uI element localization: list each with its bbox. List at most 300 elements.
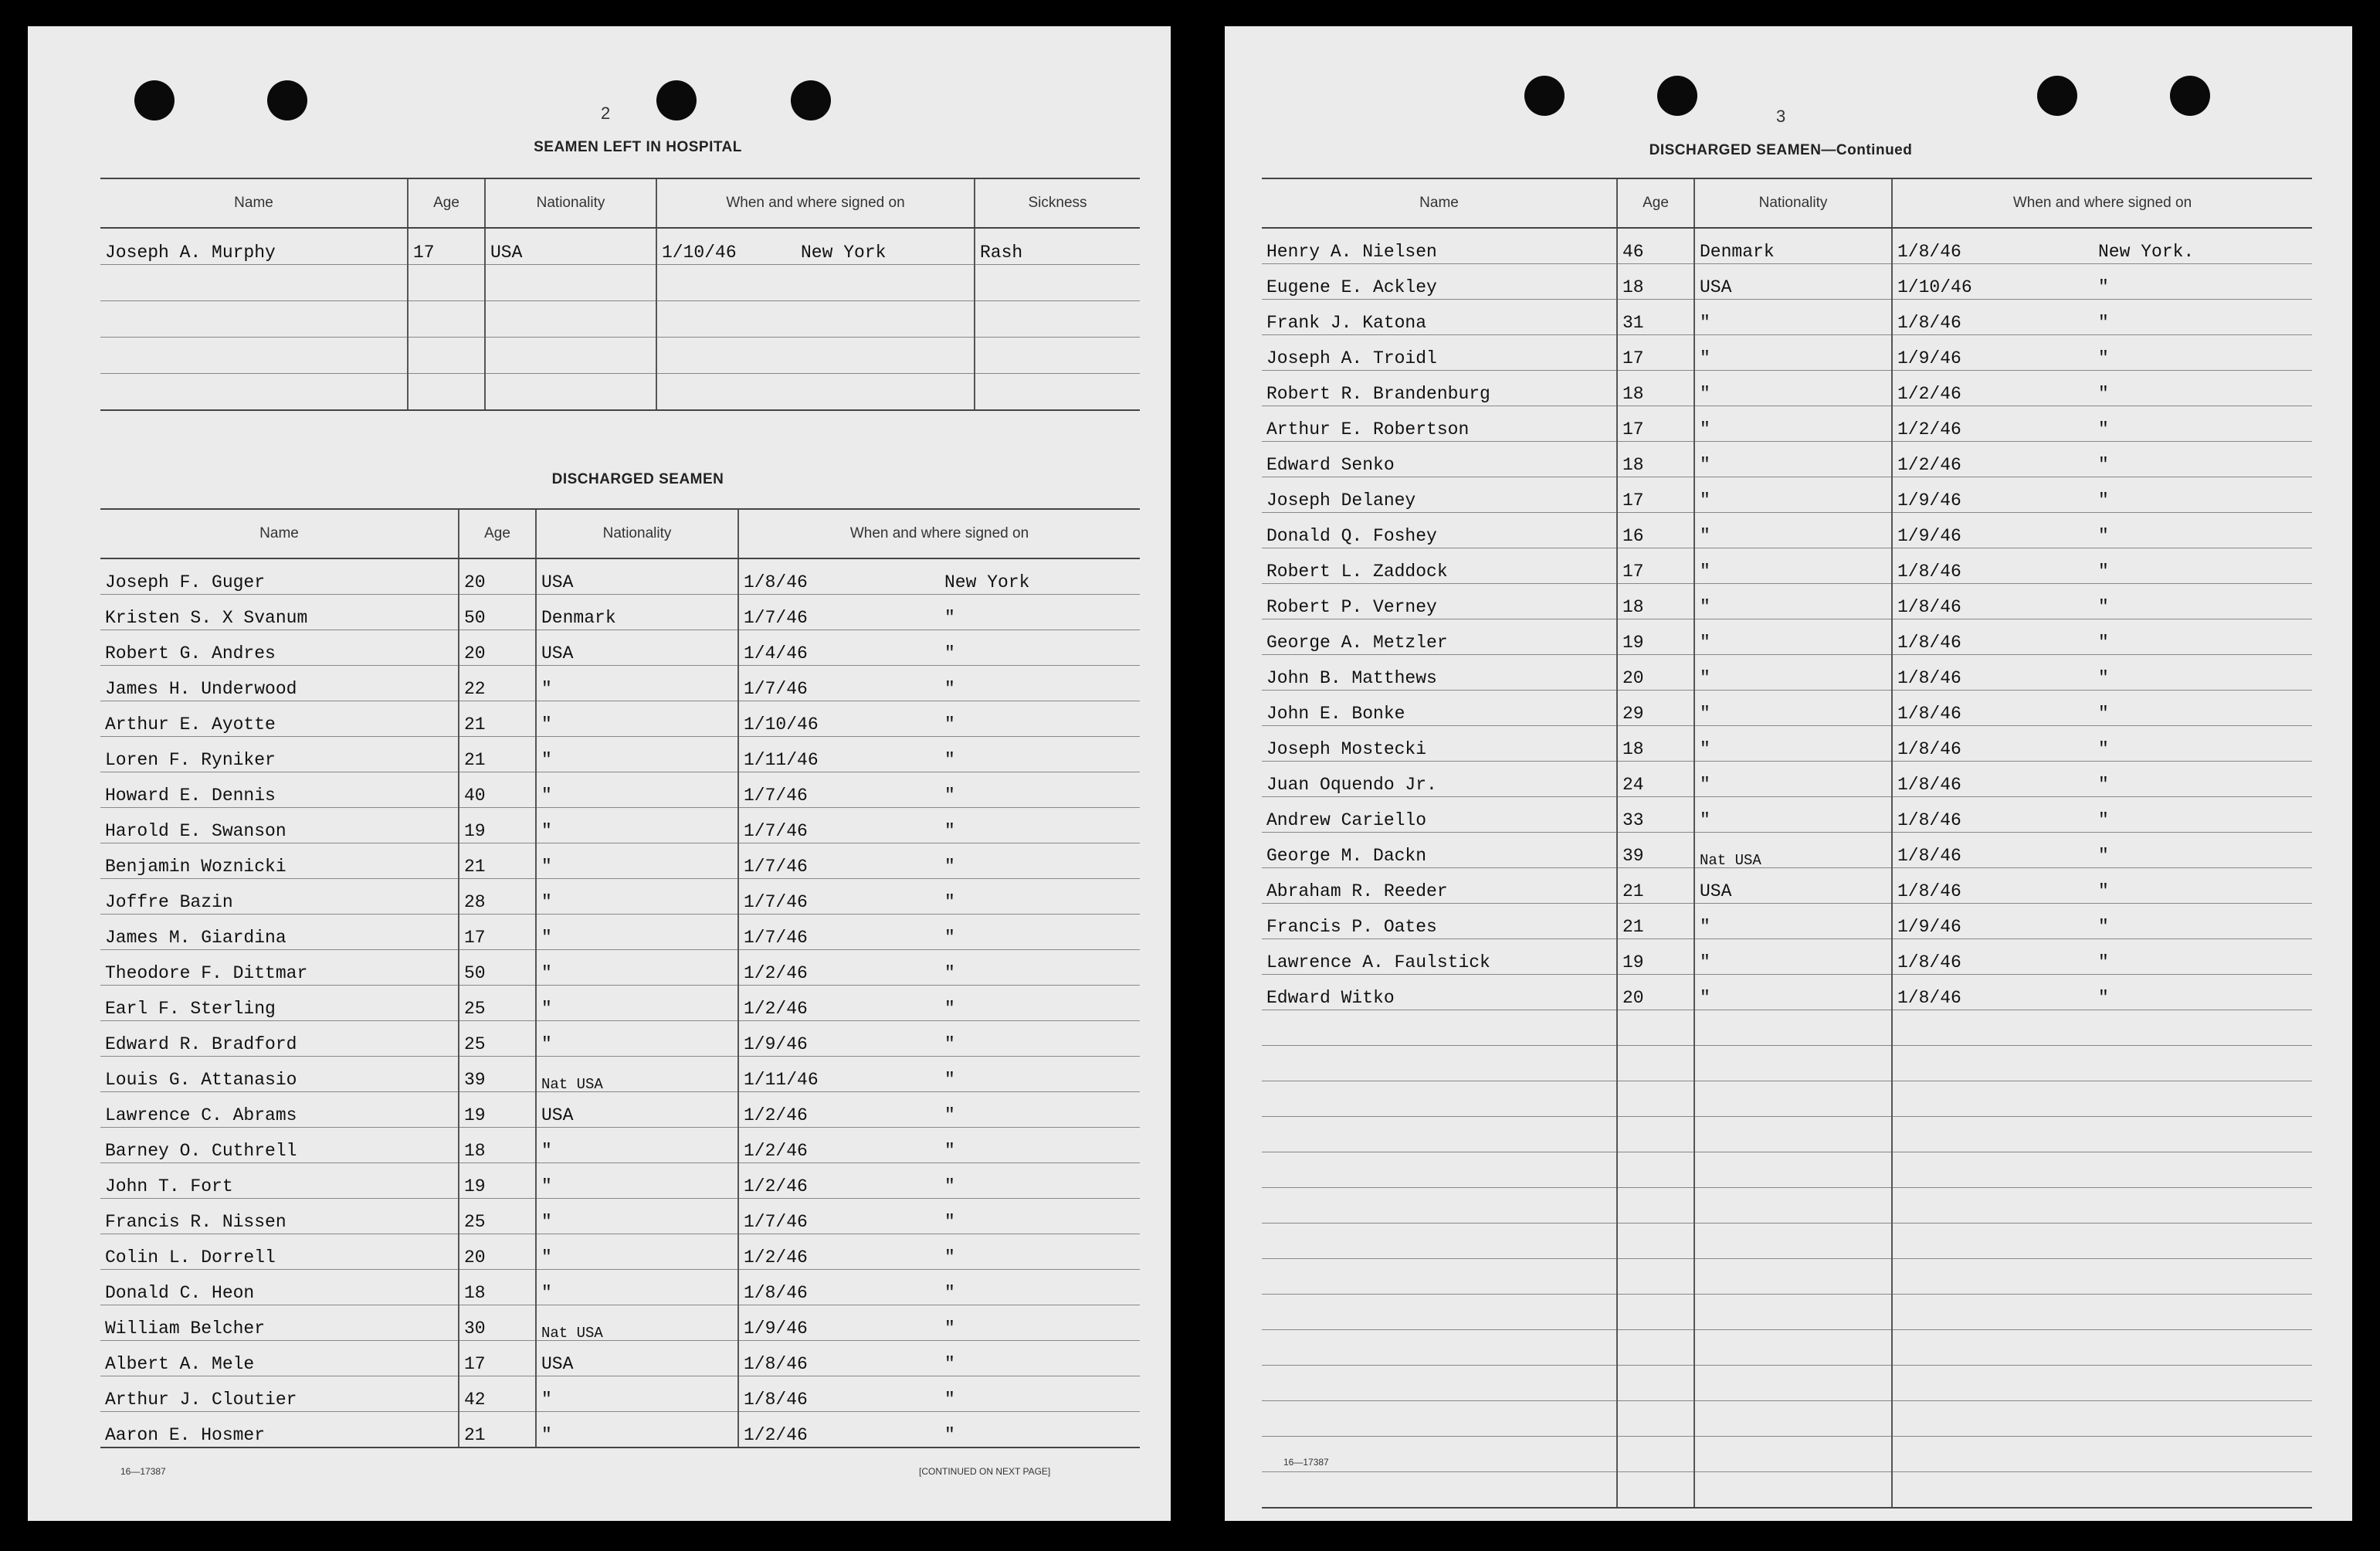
cell-age: 21: [459, 843, 536, 879]
cell-signed: [1892, 726, 2312, 762]
cell-signed: [1892, 1223, 2312, 1259]
cell-signed: [1892, 904, 2312, 939]
cell-signed: [1892, 1117, 2312, 1152]
table-row: [100, 228, 1140, 265]
cell-signed: [1892, 1188, 2312, 1223]
table-row: [1262, 371, 2312, 406]
cell-nationality: ": [536, 1021, 738, 1057]
cell-signed: [738, 1057, 1140, 1092]
table-row: [1262, 300, 2312, 335]
cell-nationality: [1694, 1295, 1892, 1330]
cell-name: [1262, 1401, 1617, 1437]
cell-age: 18: [1617, 442, 1694, 477]
cell-place: ": [2098, 562, 2109, 582]
table-row: [1262, 513, 2312, 548]
cell-age: [1617, 1117, 1694, 1152]
cell-age: 19: [1617, 619, 1694, 655]
cell-age: 18: [459, 1270, 536, 1305]
cell-date: 1/2/46: [744, 963, 808, 983]
cell-nationality: ": [1694, 726, 1892, 762]
table-row: [1262, 904, 2312, 939]
table-row-empty: [100, 301, 1140, 338]
cell-nationality: ": [1694, 442, 1892, 477]
hospital-table: [100, 178, 1140, 411]
cell-name: Colin L. Dorrell: [100, 1234, 459, 1270]
cell-name: [1262, 1188, 1617, 1223]
cell-signed: [738, 1234, 1140, 1270]
cell-date: 1/8/46: [1897, 704, 1961, 724]
table-row-empty: [1262, 1081, 2312, 1117]
cell-date: 1/8/46: [1897, 313, 1961, 333]
cell-date: 1/10/46: [744, 714, 819, 735]
cell-age: 19: [459, 1092, 536, 1128]
cell-nationality: [1694, 1437, 1892, 1472]
cell-date: 1/8/46: [1897, 881, 1961, 901]
cell-nationality: Nat USA: [1694, 833, 1892, 868]
cell-nationality: ": [536, 1234, 738, 1270]
cell-date: 1/4/46: [744, 643, 808, 664]
cell-nationality: ": [536, 879, 738, 915]
cell-age: 21: [459, 701, 536, 737]
cell-place: ": [2098, 952, 2109, 972]
cell-name: Francis R. Nissen: [100, 1199, 459, 1234]
cell-age: [1617, 1295, 1694, 1330]
cell-place: ": [944, 857, 955, 877]
table-row: [1262, 797, 2312, 833]
punch-hole: [791, 80, 831, 120]
cell-name: [1262, 1117, 1617, 1152]
cell-name: Earl F. Sterling: [100, 986, 459, 1021]
cell-place: ": [944, 1034, 955, 1054]
cell-place: ": [944, 821, 955, 841]
cell-signed: [738, 1341, 1140, 1376]
cell-name: Kristen S. X Svanum: [100, 595, 459, 630]
cell-signed: [1892, 548, 2312, 584]
cell-date: 1/2/46: [744, 1105, 808, 1125]
cell-signed: [738, 1163, 1140, 1199]
cell-age: 30: [459, 1305, 536, 1341]
cell-age: 28: [459, 879, 536, 915]
table-row: [100, 630, 1140, 666]
cell-signed: [1892, 335, 2312, 371]
cell-signed: [1892, 584, 2312, 619]
table-row-empty: [100, 338, 1140, 374]
continued-note: [CONTINUED ON NEXT PAGE]: [919, 1466, 1051, 1477]
cell-nationality: USA: [1694, 868, 1892, 904]
table-row: [1262, 691, 2312, 726]
column-header-nationality: Nationality: [1694, 178, 1892, 228]
cell-nationality: ": [1694, 477, 1892, 513]
column-header-age: Age: [459, 509, 536, 558]
cell-signed: [1892, 762, 2312, 797]
table-row: [1262, 584, 2312, 619]
cell-nationality: ": [1694, 939, 1892, 975]
cell-name: Andrew Cariello: [1262, 797, 1617, 833]
cell-age: 19: [1617, 939, 1694, 975]
table-row-empty: [1262, 1472, 2312, 1509]
table-row: [100, 879, 1140, 915]
cell-date: 1/8/46: [1897, 775, 1961, 795]
cell-date: 1/8/46: [1897, 739, 1961, 759]
cell-nationality: ": [536, 1199, 738, 1234]
cell-date: 1/7/46: [744, 928, 808, 948]
cell-nationality: [1694, 1081, 1892, 1117]
cell-signed: [738, 915, 1140, 950]
cell-place: ": [2098, 384, 2109, 404]
cell-name: John T. Fort: [100, 1163, 459, 1199]
cell-signed: [738, 772, 1140, 808]
cell-age: [1617, 1259, 1694, 1295]
table-row: [1262, 477, 2312, 513]
table-row: [100, 1128, 1140, 1163]
cell-signed: [1892, 1046, 2312, 1081]
cell-place: ": [2098, 810, 2109, 830]
cell-date: 1/7/46: [744, 892, 808, 912]
cell-place: ": [2098, 348, 2109, 368]
cell-nationality: ": [536, 1128, 738, 1163]
cell-age: [1617, 1081, 1694, 1117]
page-number: 3: [1776, 107, 1786, 126]
cell-age: 20: [459, 1234, 536, 1270]
cell-date: 1/7/46: [744, 821, 808, 841]
cell-age: [1617, 1437, 1694, 1472]
cell-signed: [1892, 1259, 2312, 1295]
table-row: [100, 701, 1140, 737]
cell-age: 25: [459, 1199, 536, 1234]
cell-place: ": [944, 928, 955, 948]
cell-nationality: ": [1694, 513, 1892, 548]
cell-name: [1262, 1081, 1617, 1117]
cell-name: John B. Matthews: [1262, 655, 1617, 691]
cell-signed: [738, 843, 1140, 879]
cell-date: 1/8/46: [1897, 562, 1961, 582]
cell-date: 1/8/46: [1897, 668, 1961, 688]
cell-signed: [1892, 975, 2312, 1010]
cell-nationality: USA: [536, 1092, 738, 1128]
cell-date: 1/7/46: [744, 679, 808, 699]
cell-age: 16: [1617, 513, 1694, 548]
cell-nationality: ": [536, 1412, 738, 1448]
cell-date: 1/2/46: [1897, 384, 1961, 404]
cell-nationality: Nat USA: [536, 1057, 738, 1092]
table-row: [1262, 228, 2312, 264]
cell-name: Theodore F. Dittmar: [100, 950, 459, 986]
cell-nationality: ": [1694, 371, 1892, 406]
cell-signed: [1892, 477, 2312, 513]
cell-place: ": [944, 963, 955, 983]
cell-name: James H. Underwood: [100, 666, 459, 701]
cell-nationality: ": [536, 843, 738, 879]
cell-name: [1262, 1295, 1617, 1330]
cell-name: Henry A. Nielsen: [1262, 228, 1617, 264]
cell-place: ": [944, 1070, 955, 1090]
discharged-table-continued: [1262, 178, 2312, 1509]
table-row: [100, 1199, 1140, 1234]
cell-name: Arthur J. Cloutier: [100, 1376, 459, 1412]
punch-hole: [1524, 76, 1565, 116]
cell-name: Robert G. Andres: [100, 630, 459, 666]
cell-signed: [738, 1305, 1140, 1341]
cell-place: ": [944, 1105, 955, 1125]
cell-date: 1/8/46: [1897, 810, 1961, 830]
cell-nationality: [1694, 1330, 1892, 1366]
cell-age: [1617, 1472, 1694, 1509]
cell-place: ": [2098, 988, 2109, 1008]
cell-nationality: ": [1694, 691, 1892, 726]
cell-age: 18: [1617, 584, 1694, 619]
cell-nationality: Denmark: [536, 595, 738, 630]
cell-signed: [1892, 691, 2312, 726]
cell-name: [1262, 1259, 1617, 1295]
cell-age: [1617, 1223, 1694, 1259]
cell-date: 1/9/46: [744, 1319, 808, 1339]
cell-signed: [738, 737, 1140, 772]
cell-signed: [1892, 371, 2312, 406]
cell-nationality: ": [536, 701, 738, 737]
cell-signed: [738, 701, 1140, 737]
cell-place: ": [2098, 597, 2109, 617]
cell-place: ": [944, 1176, 955, 1196]
page-number: 2: [601, 104, 611, 123]
cell-name: Robert P. Verney: [1262, 584, 1617, 619]
cell-age: 24: [1617, 762, 1694, 797]
discharged-section-title: DISCHARGED SEAMEN: [551, 471, 724, 487]
table-row-empty: [100, 374, 1140, 411]
table-row-empty: [1262, 1188, 2312, 1223]
table-row-empty: [100, 265, 1140, 301]
cell-name: Eugene E. Ackley: [1262, 264, 1617, 300]
cell-signed: [738, 1412, 1140, 1448]
cell-signed: [738, 1092, 1140, 1128]
cell-age: 20: [459, 630, 536, 666]
cell-nationality: USA: [536, 1341, 738, 1376]
cell-nationality: USA: [1694, 264, 1892, 300]
cell-nationality: ": [536, 1376, 738, 1412]
cell-nationality: ": [1694, 584, 1892, 619]
discharged-continued-title: DISCHARGED SEAMEN—Continued: [1649, 142, 1913, 158]
cell-signed: [738, 986, 1140, 1021]
cell-age: [1617, 1330, 1694, 1366]
cell-age: 21: [1617, 868, 1694, 904]
table-row: [100, 1092, 1140, 1128]
cell-place: ": [2098, 490, 2109, 511]
cell-age: 39: [1617, 833, 1694, 868]
cell-age: 25: [459, 986, 536, 1021]
cell-sickness: Rash: [975, 228, 1140, 265]
table-row: [1262, 619, 2312, 655]
cell-name: [1262, 1010, 1617, 1046]
cell-date: 1/2/46: [744, 1176, 808, 1196]
cell-age: 40: [459, 772, 536, 808]
cell-place: ": [2098, 419, 2109, 440]
table-row: [100, 843, 1140, 879]
cell-place: ": [944, 1141, 955, 1161]
cell-name: Donald Q. Foshey: [1262, 513, 1617, 548]
cell-place: ": [944, 1212, 955, 1232]
cell-place: ": [2098, 739, 2109, 759]
cell-date: 1/2/46: [744, 999, 808, 1019]
cell-age: [1617, 1152, 1694, 1188]
cell-date: 1/8/46: [744, 1283, 808, 1303]
cell-signed: [1892, 513, 2312, 548]
cell-date: 1/8/46: [1897, 988, 1961, 1008]
cell-nationality: USA: [536, 558, 738, 595]
cell-age: 31: [1617, 300, 1694, 335]
cell-signed: [738, 558, 1140, 595]
table-row-empty: [1262, 1259, 2312, 1295]
cell-signed: [738, 1128, 1140, 1163]
cell-age: 17: [1617, 406, 1694, 442]
table-row: [100, 772, 1140, 808]
cell-signed: [738, 950, 1140, 986]
cell-name: Juan Oquendo Jr.: [1262, 762, 1617, 797]
cell-signed: [1892, 1010, 2312, 1046]
table-row: [100, 666, 1140, 701]
cell-age: 29: [1617, 691, 1694, 726]
cell-place: ": [2098, 633, 2109, 653]
cell-place: ": [944, 1283, 955, 1303]
form-number: 16—17387: [1283, 1457, 1329, 1468]
cell-nationality: [1694, 1366, 1892, 1401]
cell-signed: [738, 879, 1140, 915]
column-header-name: Name: [100, 178, 408, 228]
cell-place: ": [2098, 526, 2109, 546]
cell-nationality: ": [1694, 797, 1892, 833]
table-row: [100, 1163, 1140, 1199]
cell-name: [1262, 1223, 1617, 1259]
cell-age: 19: [459, 1163, 536, 1199]
cell-name: Louis G. Attanasio: [100, 1057, 459, 1092]
cell-age: 18: [1617, 726, 1694, 762]
cell-name: William Belcher: [100, 1305, 459, 1341]
cell-name: [1262, 1046, 1617, 1081]
cell-nationality: ": [1694, 904, 1892, 939]
cell-place: ": [2098, 775, 2109, 795]
form-number: 16—17387: [120, 1466, 166, 1477]
cell-date: 1/8/46: [1897, 846, 1961, 866]
cell-place: ": [944, 750, 955, 770]
cell-date: 1/8/46: [744, 572, 808, 592]
cell-signed: [1892, 442, 2312, 477]
table-row: [1262, 442, 2312, 477]
cell-place: ": [2098, 668, 2109, 688]
cell-name: Joseph Mostecki: [1262, 726, 1617, 762]
table-header-row: [100, 178, 1140, 228]
cell-name: Joseph A. Troidl: [1262, 335, 1617, 371]
punch-hole: [267, 80, 307, 120]
cell-signed: [1892, 300, 2312, 335]
cell-age: [1617, 1046, 1694, 1081]
table-row: [100, 915, 1140, 950]
page-2: [28, 26, 1171, 1521]
punch-hole: [134, 80, 175, 120]
cell-age: 42: [459, 1376, 536, 1412]
cell-date: 1/7/46: [744, 608, 808, 628]
cell-age: 50: [459, 950, 536, 986]
cell-nationality: ": [536, 950, 738, 986]
table-row-empty: [1262, 1223, 2312, 1259]
cell-age: 18: [1617, 264, 1694, 300]
cell-signed: [738, 1270, 1140, 1305]
cell-nationality: ": [1694, 762, 1892, 797]
cell-nationality: ": [536, 1163, 738, 1199]
cell-name: Donald C. Heon: [100, 1270, 459, 1305]
cell-place: ": [944, 1319, 955, 1339]
table-row-empty: [1262, 1401, 2312, 1437]
column-header-age: Age: [1617, 178, 1694, 228]
cell-nationality: ": [1694, 335, 1892, 371]
cell-name: Edward R. Bradford: [100, 1021, 459, 1057]
table-row-empty: [1262, 1366, 2312, 1401]
table-row-empty: [1262, 1046, 2312, 1081]
cell-signed: [1892, 655, 2312, 691]
cell-place: ": [944, 643, 955, 664]
cell-date: 1/7/46: [744, 1212, 808, 1232]
table-row-empty: [1262, 1295, 2312, 1330]
cell-place: ": [2098, 704, 2109, 724]
cell-signed: [1892, 264, 2312, 300]
cell-age: 17: [1617, 335, 1694, 371]
cell-nationality: ": [1694, 406, 1892, 442]
cell-name: Robert L. Zaddock: [1262, 548, 1617, 584]
cell-name: Barney O. Cuthrell: [100, 1128, 459, 1163]
cell-age: 17: [1617, 477, 1694, 513]
cell-name: Albert A. Mele: [100, 1341, 459, 1376]
cell-name: [1262, 1152, 1617, 1188]
column-header-name: Name: [1262, 178, 1617, 228]
table-row-empty: [1262, 1152, 2312, 1188]
cell-place: ": [2098, 277, 2109, 297]
cell-nationality: [1694, 1010, 1892, 1046]
cell-date: 1/10/46: [662, 243, 737, 263]
cell-date: 1/7/46: [744, 786, 808, 806]
cell-place: ": [2098, 313, 2109, 333]
cell-date: 1/8/46: [1897, 633, 1961, 653]
cell-age: 25: [459, 1021, 536, 1057]
table-row: [100, 1376, 1140, 1412]
cell-name: Lawrence A. Faulstick: [1262, 939, 1617, 975]
cell-signed: [1892, 833, 2312, 868]
cell-date: 1/9/46: [1897, 490, 1961, 511]
cell-nationality: ": [1694, 548, 1892, 584]
cell-signed: [1892, 1366, 2312, 1401]
punch-hole: [2170, 76, 2210, 116]
cell-age: 17: [459, 1341, 536, 1376]
cell-age: [1617, 1010, 1694, 1046]
table-row: [100, 950, 1140, 986]
cell-signed: [1892, 868, 2312, 904]
cell-name: Frank J. Katona: [1262, 300, 1617, 335]
cell-date: 1/2/46: [744, 1247, 808, 1268]
cell-nationality: ": [1694, 975, 1892, 1010]
cell-nationality: USA: [485, 228, 656, 265]
cell-place: New York.: [2098, 242, 2195, 262]
table-row: [100, 1234, 1140, 1270]
cell-date: 1/9/46: [1897, 348, 1961, 368]
cell-age: [1617, 1401, 1694, 1437]
cell-signed: [1892, 1081, 2312, 1117]
column-header-sickness: Sickness: [975, 178, 1140, 228]
cell-signed: [1892, 1401, 2312, 1437]
cell-nationality: Nat USA: [536, 1305, 738, 1341]
table-row: [1262, 335, 2312, 371]
table-row-empty: [1262, 1010, 2312, 1046]
cell-nationality: ": [536, 737, 738, 772]
cell-age: 17: [459, 915, 536, 950]
cell-date: 1/9/46: [1897, 526, 1961, 546]
cell-date: 1/8/46: [744, 1354, 808, 1374]
cell-name: [1262, 1366, 1617, 1401]
